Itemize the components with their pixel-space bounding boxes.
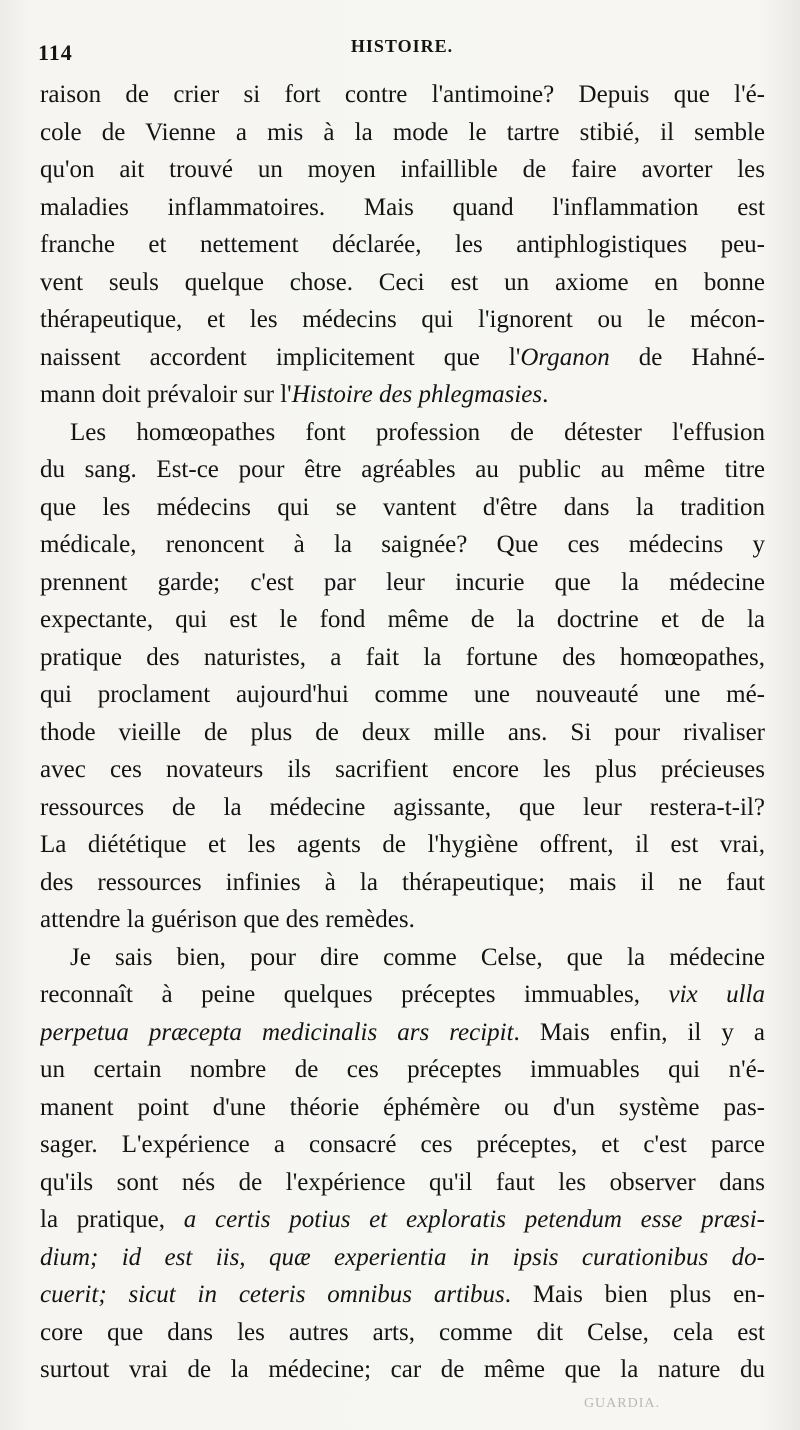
text-line bbox=[40, 114, 765, 152]
text-segment: La diététique et les agents de l'hygiène offrent, il est vrai, bbox=[40, 831, 765, 858]
text-segment: mann doit prévaloir sur l' bbox=[40, 381, 292, 408]
text-segment: manent point d'une théorie éphémère ou d'un système pas- bbox=[40, 1093, 765, 1121]
text-line bbox=[40, 1164, 765, 1202]
text-line bbox=[40, 489, 765, 527]
italic-text: perpetua præcepta medicinalis ars recipit bbox=[40, 1018, 514, 1046]
text-segment: vent seuls quelque chose. Ceci est un axiome en bonne bbox=[40, 268, 765, 296]
text-segment: thérapeutique, et les médecins qui l'ignorent ou le mécon- bbox=[40, 306, 765, 333]
page-header bbox=[34, 36, 770, 66]
text-segment: reconnaît à peine quelques préceptes immuables, bbox=[40, 981, 669, 1008]
text-line bbox=[40, 151, 765, 189]
text-segment: pratique des naturistes, a fait la fortune des homœopathes, bbox=[40, 643, 765, 671]
text-segment: Je sais bien, pour dire comme Celse, que la médecine bbox=[70, 943, 765, 971]
text-line bbox=[40, 226, 765, 264]
text-segment: . Mais enfin, il y a bbox=[513, 1018, 765, 1046]
text-line bbox=[40, 526, 765, 564]
text-line bbox=[40, 1089, 765, 1127]
text-line bbox=[40, 939, 765, 977]
text-segment: cole de Vienne a mis à la mode le tartre stibié, il semble bbox=[40, 118, 765, 146]
italic-text: vix ulla bbox=[668, 981, 765, 1008]
running-title: HISTOIRE. bbox=[350, 36, 454, 56]
text-segment: médicale, renoncent à la saignée? Que ces médecins y bbox=[40, 531, 765, 558]
text-segment: franche et nettement déclarée, les antiphlogistiques peu- bbox=[40, 231, 765, 258]
text-segment: thode vieille de plus de deux mille ans. Si pour rivaliser bbox=[40, 718, 765, 746]
text-line bbox=[40, 301, 765, 339]
text-line bbox=[40, 189, 765, 227]
text-segment: des ressources infinies à la thérapeutique; mais il ne faut bbox=[40, 868, 765, 896]
text-line bbox=[40, 864, 765, 902]
text-line bbox=[40, 901, 765, 939]
text-segment: la pratique, bbox=[40, 1206, 184, 1233]
text-line bbox=[40, 1126, 765, 1164]
text-line bbox=[40, 826, 765, 864]
text-line bbox=[40, 601, 765, 639]
text-line bbox=[40, 1051, 765, 1089]
text-line bbox=[40, 676, 765, 714]
text-segment: expectante, qui est le fond même de la doctrine et de la bbox=[40, 606, 765, 633]
italic-text: a certis potius et exploratis petendum esse præsi- bbox=[183, 1206, 765, 1233]
text-segment: . bbox=[542, 381, 549, 408]
text-segment: prennent garde; c'est par leur incurie que la médecine bbox=[40, 568, 765, 596]
body-text bbox=[40, 76, 765, 1389]
text-segment: que les médecins qui se vantent d'être dans la tradition bbox=[40, 493, 765, 521]
text-segment: qui proclament aujourd'hui comme une nouveauté une mé- bbox=[40, 681, 765, 708]
text-line bbox=[40, 76, 765, 114]
text-segment: du sang. Est-ce pour être agréables au public au même titre bbox=[40, 456, 765, 483]
text-segment: attendre la guérison que des remèdes. bbox=[40, 906, 415, 933]
text-segment: qu'on ait trouvé un moyen infaillible de faire avorter les bbox=[40, 156, 765, 183]
text-line bbox=[40, 339, 765, 377]
italic-text: Histoire des phlegmasies bbox=[291, 381, 543, 408]
text-line bbox=[40, 976, 765, 1014]
text-line bbox=[40, 1276, 765, 1314]
text-line bbox=[40, 789, 765, 827]
text-segment: avec ces novateurs ils sacrifient encore les plus précieuses bbox=[40, 756, 765, 783]
text-line bbox=[40, 1201, 765, 1239]
text-line bbox=[40, 264, 765, 302]
text-segment: core que dans les autres arts, comme dit Celse, cela est bbox=[40, 1318, 765, 1346]
bleed-through-mark: GUARDIA. bbox=[583, 1396, 660, 1411]
text-line bbox=[40, 1314, 765, 1352]
italic-text: Organon bbox=[520, 343, 610, 371]
text-line bbox=[40, 1014, 765, 1052]
italic-text: cuerit; sicut in ceteris omnibus artibus bbox=[40, 1281, 505, 1308]
text-segment: surtout vrai de la médecine; car de même que la nature du bbox=[40, 1356, 765, 1383]
text-segment: un certain nombre de ces préceptes immuables qui n'é- bbox=[40, 1056, 765, 1083]
text-segment: maladies inflammatoires. Mais quand l'inflammation est bbox=[40, 193, 765, 221]
text-segment: qu'ils sont nés de l'expérience qu'il faut les observer dans bbox=[40, 1168, 765, 1196]
text-line bbox=[40, 639, 765, 677]
text-line bbox=[40, 414, 765, 452]
text-line bbox=[40, 376, 765, 414]
text-segment: . Mais bien plus en- bbox=[504, 1281, 765, 1308]
text-segment: ressources de la médecine agissante, que leur restera-t-il? bbox=[40, 793, 765, 821]
text-segment: naissent accordent implicitement que l' bbox=[40, 343, 521, 371]
text-line bbox=[40, 714, 765, 752]
text-segment: sager. L'expérience a consacré ces préceptes, et c'est parce bbox=[40, 1131, 765, 1158]
text-line bbox=[40, 751, 765, 789]
text-line bbox=[40, 1239, 765, 1277]
text-line bbox=[40, 1351, 765, 1389]
italic-text: dium; id est iis, quæ experientia in ipsis curationibus do- bbox=[40, 1243, 765, 1271]
text-segment: raison de crier si fort contre l'antimoine? Depuis que l'é- bbox=[40, 81, 765, 108]
text-line bbox=[40, 451, 765, 489]
page-number: 114 bbox=[38, 40, 73, 65]
text-segment: de Hahné- bbox=[609, 343, 765, 371]
text-line bbox=[40, 564, 765, 602]
text-segment: Les homœopathes font profession de détester l'effusion bbox=[70, 418, 765, 446]
